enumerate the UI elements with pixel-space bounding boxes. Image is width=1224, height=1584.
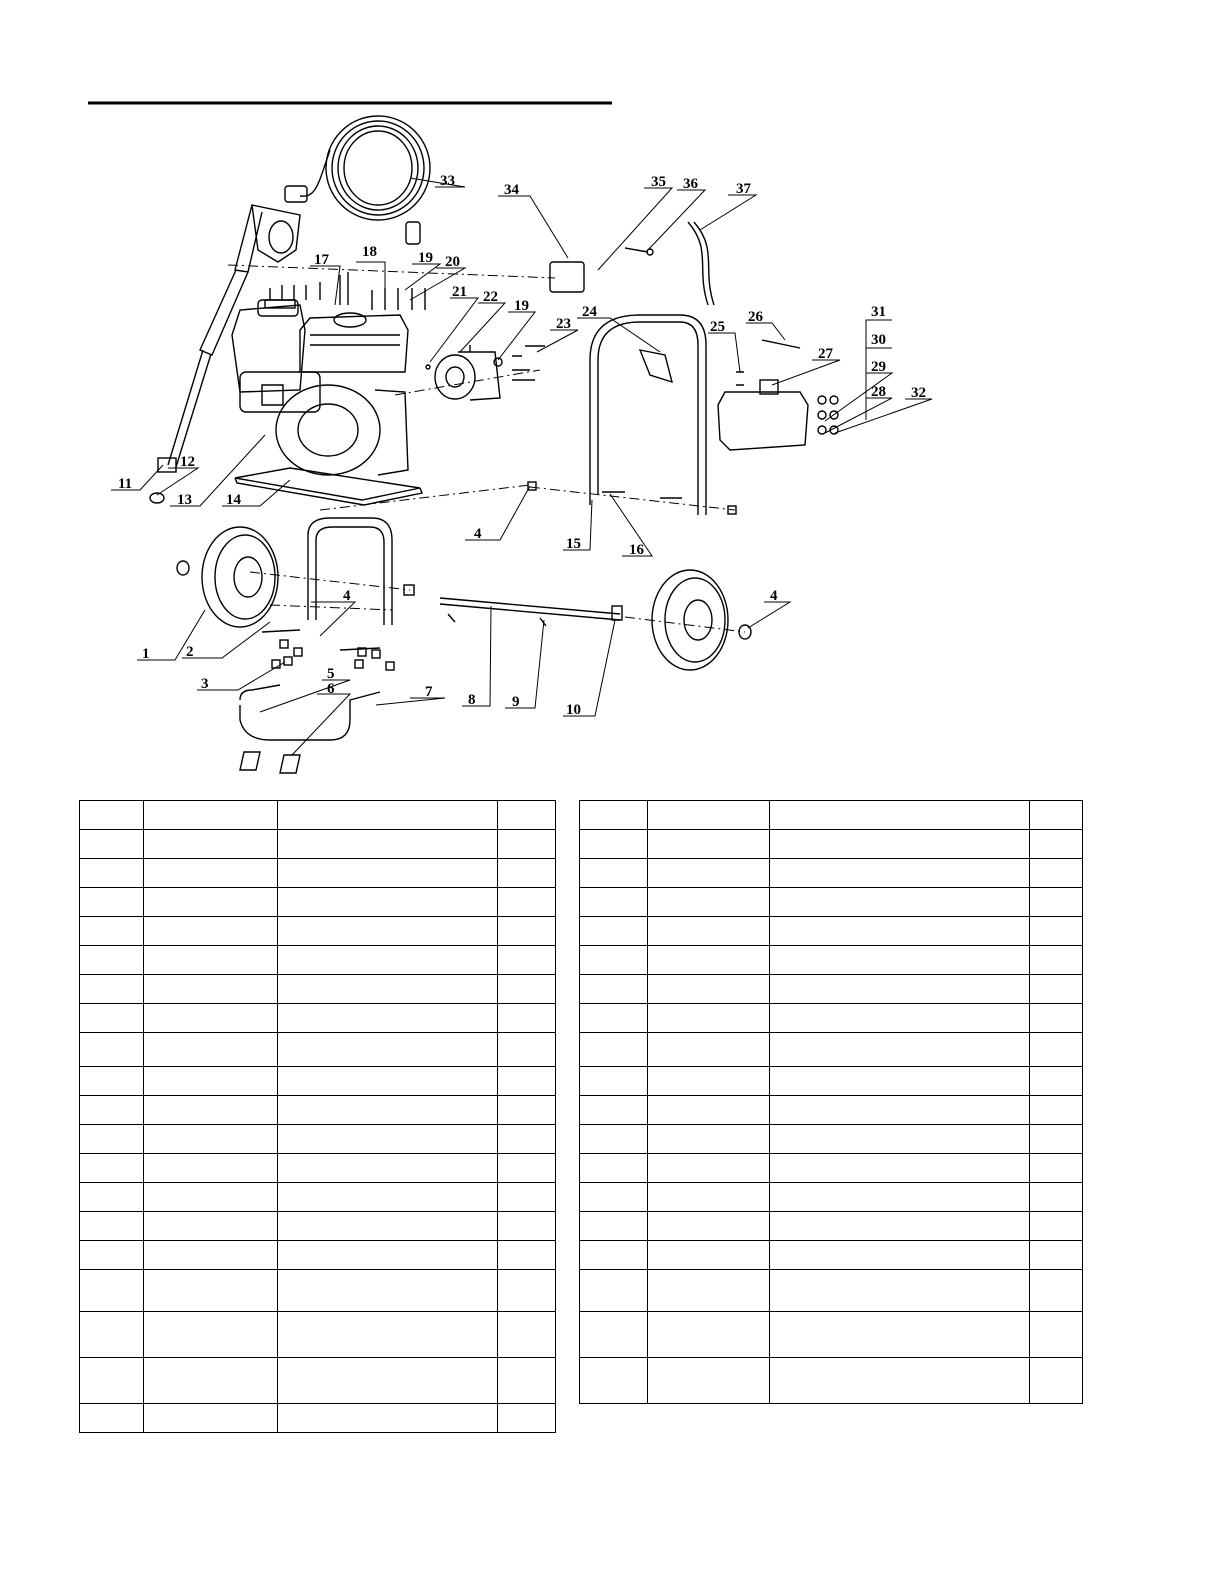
left-table-cell	[144, 1241, 278, 1270]
left-table-cell	[144, 1125, 278, 1154]
callout-37: 37	[736, 181, 751, 197]
left-table-cell	[498, 1096, 556, 1125]
left-table-cell	[498, 1312, 556, 1358]
right-table-cell	[648, 830, 770, 859]
left-table-row	[80, 1004, 556, 1033]
left-table-cell	[278, 1033, 498, 1067]
left-table-cell	[278, 859, 498, 888]
left-table-cell	[498, 917, 556, 946]
right-table-cell	[648, 1212, 770, 1241]
left-table-cell	[278, 830, 498, 859]
right-wheel	[652, 570, 751, 670]
right-table-cell	[580, 917, 648, 946]
right-table-cell	[770, 1241, 1030, 1270]
callout-4b: 4	[474, 526, 482, 542]
left-table-cell	[80, 946, 144, 975]
right-table-row	[580, 1212, 1083, 1241]
right-table-row	[580, 1067, 1083, 1096]
left-table-cell	[498, 946, 556, 975]
left-table-row	[80, 1241, 556, 1270]
lower-frame	[240, 518, 392, 773]
left-table-cell	[278, 1096, 498, 1125]
callout-25: 25	[710, 319, 725, 335]
callout-1: 1	[142, 646, 150, 662]
right-table-cell	[1030, 830, 1083, 859]
right-table-cell	[770, 1312, 1030, 1358]
right-table-cell	[1030, 1358, 1083, 1404]
callout-30: 30	[871, 332, 886, 348]
right-table-cell	[580, 859, 648, 888]
callout-6: 6	[327, 681, 335, 697]
right-table-cell	[770, 830, 1030, 859]
left-table-cell	[278, 1270, 498, 1312]
left-table-cell	[80, 1312, 144, 1358]
right-table-row	[580, 1312, 1083, 1358]
right-table-cell	[770, 1358, 1030, 1404]
left-table-row	[80, 1183, 556, 1212]
left-table-cell	[278, 1212, 498, 1241]
left-table-cell	[80, 1154, 144, 1183]
right-table-cell	[580, 1183, 648, 1212]
right-table-cell	[648, 888, 770, 917]
callout-2: 2	[186, 644, 194, 660]
right-table-row	[580, 888, 1083, 917]
right-table-cell	[648, 1154, 770, 1183]
callout-13: 13	[177, 492, 192, 508]
left-table-cell	[498, 1154, 556, 1183]
right-table-cell	[648, 1125, 770, 1154]
left-table-cell	[80, 888, 144, 917]
left-table-cell	[498, 801, 556, 830]
left-table-cell	[278, 1004, 498, 1033]
right-table-cell	[648, 1241, 770, 1270]
left-table-cell	[80, 1067, 144, 1096]
leader-lines	[111, 178, 932, 755]
left-table-cell	[144, 1404, 278, 1433]
left-table-cell	[498, 1212, 556, 1241]
right-table-row	[580, 1096, 1083, 1125]
left-table-row	[80, 1358, 556, 1404]
right-table-cell	[580, 888, 648, 917]
left-table-cell	[498, 859, 556, 888]
callout-29: 29	[871, 359, 886, 375]
right-table-row	[580, 1033, 1083, 1067]
right-table-cell	[1030, 1004, 1083, 1033]
callout-15: 15	[566, 536, 581, 552]
right-table-cell	[770, 946, 1030, 975]
left-table-cell	[498, 1183, 556, 1212]
right-table-row	[580, 1358, 1083, 1404]
right-table-cell	[580, 1241, 648, 1270]
right-table-cell	[580, 1125, 648, 1154]
handle-frame	[550, 222, 714, 515]
right-table-row	[580, 1241, 1083, 1270]
left-table-cell	[278, 1241, 498, 1270]
left-table-cell	[80, 975, 144, 1004]
right-table-cell	[580, 830, 648, 859]
left-table-cell	[80, 830, 144, 859]
right-table-cell	[770, 1067, 1030, 1096]
callout-34: 34	[504, 182, 519, 198]
left-table-cell	[278, 1154, 498, 1183]
callout-36: 36	[683, 176, 698, 192]
right-table-cell	[1030, 888, 1083, 917]
callout-23: 23	[556, 316, 571, 332]
callout-27: 27	[818, 346, 833, 362]
left-table-cell	[80, 1004, 144, 1033]
right-table-cell	[648, 917, 770, 946]
right-table-cell	[770, 1125, 1030, 1154]
left-table-cell	[498, 1404, 556, 1433]
left-table-cell	[498, 1270, 556, 1312]
left-table-cell	[80, 1183, 144, 1212]
left-table-cell	[278, 1067, 498, 1096]
right-table-row	[580, 830, 1083, 859]
base-plate	[235, 468, 422, 505]
right-table-row	[580, 975, 1083, 1004]
right-table-cell	[770, 1212, 1030, 1241]
left-table-cell	[144, 975, 278, 1004]
right-table-cell	[770, 917, 1030, 946]
left-table-cell	[144, 1270, 278, 1312]
right-table-cell	[580, 1270, 648, 1312]
left-table-cell	[80, 801, 144, 830]
left-table-cell	[144, 801, 278, 830]
right-table-cell	[770, 1183, 1030, 1212]
left-table-cell	[80, 1270, 144, 1312]
left-table-cell	[144, 1212, 278, 1241]
callout-3: 3	[201, 676, 209, 692]
left-table-cell	[80, 917, 144, 946]
left-table-cell	[144, 888, 278, 917]
left-table-row	[80, 830, 556, 859]
right-table-cell	[648, 1096, 770, 1125]
callout-9: 9	[512, 694, 520, 710]
right-table-cell	[770, 859, 1030, 888]
left-table-cell	[498, 1125, 556, 1154]
left-wheel	[177, 527, 278, 627]
right-table-cell	[1030, 975, 1083, 1004]
left-table-row	[80, 1212, 556, 1241]
small-fasteners	[272, 482, 736, 670]
callout-14: 14	[226, 492, 241, 508]
left-table-cell	[498, 888, 556, 917]
right-table-cell	[580, 946, 648, 975]
right-table-row	[580, 946, 1083, 975]
callout-4c: 4	[770, 588, 778, 604]
left-table-cell	[278, 1404, 498, 1433]
callout-32: 32	[911, 385, 926, 401]
right-table-row	[580, 801, 1083, 830]
left-table-row	[80, 888, 556, 917]
left-table-cell	[80, 1241, 144, 1270]
left-table-row	[80, 1312, 556, 1358]
left-table-cell	[498, 975, 556, 1004]
left-table-row	[80, 859, 556, 888]
left-table-cell	[278, 801, 498, 830]
callout-31: 31	[871, 304, 886, 320]
right-table-cell	[1030, 1270, 1083, 1312]
parts-table-right	[579, 800, 1083, 1404]
right-table-cell	[1030, 1154, 1083, 1183]
right-table-row	[580, 1183, 1083, 1212]
right-table-cell	[1030, 917, 1083, 946]
callout-35: 35	[651, 174, 666, 190]
callout-10: 10	[566, 702, 581, 718]
left-table-cell	[498, 1241, 556, 1270]
right-table-cell	[1030, 859, 1083, 888]
left-table-cell	[80, 1404, 144, 1433]
right-table-cell	[1030, 1033, 1083, 1067]
right-table-row	[580, 917, 1083, 946]
left-table-row	[80, 1067, 556, 1096]
right-table-row	[580, 1004, 1083, 1033]
right-table-cell	[648, 946, 770, 975]
right-table-cell	[770, 975, 1030, 1004]
left-table-cell	[498, 830, 556, 859]
left-table-cell	[278, 888, 498, 917]
left-table-cell	[144, 830, 278, 859]
right-table-cell	[1030, 946, 1083, 975]
right-table-cell	[580, 1312, 648, 1358]
right-table-cell	[580, 1154, 648, 1183]
left-table-cell	[144, 1183, 278, 1212]
callout-21: 21	[452, 284, 467, 300]
callout-20: 20	[445, 254, 460, 270]
left-table-row	[80, 1154, 556, 1183]
left-table-row	[80, 1404, 556, 1433]
callout-28: 28	[871, 384, 886, 400]
right-table-cell	[770, 1096, 1030, 1125]
right-table-cell	[770, 1033, 1030, 1067]
left-table-cell	[144, 1004, 278, 1033]
engine	[232, 272, 425, 475]
left-table-cell	[80, 859, 144, 888]
axle	[404, 585, 622, 620]
right-table-cell	[1030, 1096, 1083, 1125]
right-table-cell	[1030, 1241, 1083, 1270]
left-table-cell	[498, 1004, 556, 1033]
right-table-cell	[1030, 1312, 1083, 1358]
right-table-row	[580, 1154, 1083, 1183]
right-table-cell	[648, 859, 770, 888]
right-table-cell	[648, 1183, 770, 1212]
assembly-center-lines	[228, 265, 745, 632]
left-table-cell	[144, 1312, 278, 1358]
left-table-row	[80, 1033, 556, 1067]
right-table-cell	[1030, 801, 1083, 830]
left-table-cell	[144, 1033, 278, 1067]
left-table-row	[80, 946, 556, 975]
right-table-cell	[580, 1212, 648, 1241]
left-table-row	[80, 975, 556, 1004]
left-table-cell	[80, 1358, 144, 1404]
left-table-cell	[278, 975, 498, 1004]
left-table-row	[80, 801, 556, 830]
right-table-cell	[770, 1154, 1030, 1183]
right-table-cell	[580, 1358, 648, 1404]
left-table-cell	[144, 946, 278, 975]
right-table-cell	[648, 1312, 770, 1358]
right-table-cell	[580, 975, 648, 1004]
right-table-cell	[580, 1004, 648, 1033]
callout-33: 33	[440, 173, 455, 189]
left-table-cell	[278, 1312, 498, 1358]
hose-coil	[285, 116, 430, 244]
right-table-cell	[648, 801, 770, 830]
spray-gun-wand	[150, 205, 300, 503]
left-table-cell	[278, 1125, 498, 1154]
right-table-cell	[1030, 1125, 1083, 1154]
left-table-cell	[278, 1183, 498, 1212]
left-table-cell	[80, 1096, 144, 1125]
left-table-cell	[144, 1358, 278, 1404]
right-table-cell	[770, 801, 1030, 830]
right-table-cell	[648, 975, 770, 1004]
right-table-cell	[648, 1033, 770, 1067]
left-table-cell	[498, 1067, 556, 1096]
parts-table-left	[79, 800, 556, 1433]
left-table-cell	[144, 1154, 278, 1183]
right-table-row	[580, 1270, 1083, 1312]
right-table-cell	[580, 1096, 648, 1125]
callout-8: 8	[468, 692, 476, 708]
callout-24: 24	[582, 304, 597, 320]
callout-5: 5	[327, 666, 335, 682]
right-table-cell	[770, 1270, 1030, 1312]
callout-11: 11	[118, 476, 133, 492]
right-table-row	[580, 1125, 1083, 1154]
callout-26: 26	[748, 309, 763, 325]
left-table-cell	[80, 1212, 144, 1241]
right-table-cell	[580, 1033, 648, 1067]
right-table-cell	[648, 1004, 770, 1033]
left-table-cell	[144, 1096, 278, 1125]
callout-4a: 4	[343, 588, 351, 604]
right-table-cell	[1030, 1067, 1083, 1096]
left-table-cell	[144, 859, 278, 888]
left-table-cell	[278, 946, 498, 975]
left-table-row	[80, 1096, 556, 1125]
left-table-cell	[278, 917, 498, 946]
callout-12: 12	[180, 454, 195, 470]
left-table-cell	[278, 1358, 498, 1404]
callout-19b: 19	[514, 298, 529, 314]
callout-16: 16	[629, 542, 644, 558]
right-table-cell	[648, 1067, 770, 1096]
right-table-cell	[1030, 1212, 1083, 1241]
right-table-cell	[1030, 1183, 1083, 1212]
callout-17: 17	[314, 252, 329, 268]
left-table-cell	[80, 1033, 144, 1067]
right-table-cell	[770, 888, 1030, 917]
left-table-cell	[144, 1067, 278, 1096]
callout-18: 18	[362, 244, 377, 260]
left-table-row	[80, 1270, 556, 1312]
left-table-cell	[498, 1033, 556, 1067]
callout-7: 7	[425, 684, 433, 700]
left-table-row	[80, 1125, 556, 1154]
right-table-cell	[580, 1067, 648, 1096]
left-table-row	[80, 917, 556, 946]
right-table-row	[580, 859, 1083, 888]
right-table-cell	[648, 1358, 770, 1404]
right-table-cell	[770, 1004, 1030, 1033]
callout-22: 22	[483, 289, 498, 305]
callout-19a: 19	[418, 250, 433, 266]
left-table-cell	[80, 1125, 144, 1154]
left-table-cell	[144, 917, 278, 946]
right-table-cell	[580, 801, 648, 830]
left-table-cell	[498, 1358, 556, 1404]
right-table-cell	[648, 1270, 770, 1312]
